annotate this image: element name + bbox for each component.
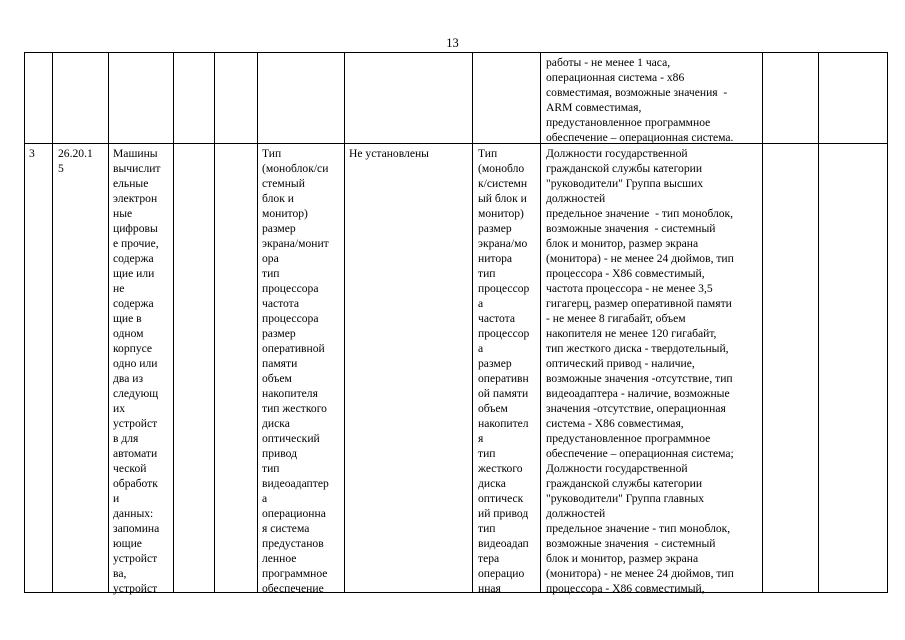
text-line: блок и	[262, 192, 294, 205]
text-line: оптический привод - наличие,	[546, 357, 695, 370]
text-line: процессор	[478, 327, 530, 340]
column-border	[108, 52, 109, 593]
column-border	[214, 52, 215, 593]
text-line: частота	[262, 297, 300, 310]
characteristic-values	[546, 146, 760, 596]
text-line: е прочие,	[113, 237, 159, 250]
text-line: предустанов	[262, 537, 324, 550]
column-border	[52, 52, 53, 593]
text-line: возможные значения - системный	[546, 222, 716, 235]
item-name	[113, 146, 171, 596]
text-line: накопителя не менее 120 гигабайт,	[546, 327, 717, 340]
text-line: операционная система - x86	[546, 71, 685, 84]
text-line: тип	[478, 447, 496, 460]
text-line: ва,	[113, 567, 127, 580]
text-line: обеспечение	[262, 582, 324, 595]
text-line: а	[478, 297, 484, 310]
text-line: объем	[478, 402, 508, 415]
text-line: должностей	[546, 192, 606, 205]
text-line: работы - не менее 1 часа,	[546, 56, 671, 69]
text-line: видеоадаптер	[262, 477, 329, 490]
text-line: (монитора) - не менее 24 дюймов, тип	[546, 252, 734, 265]
column-border	[762, 52, 763, 593]
text-line: совместимая, возможные значения -	[546, 86, 728, 99]
text-line: устройст	[113, 417, 158, 430]
text-line: программное	[262, 567, 328, 580]
text-line: (моноблок/си	[262, 162, 329, 175]
text-line: устройст	[113, 552, 158, 565]
text-line: Должности государственной	[546, 462, 688, 475]
text-line: размер	[262, 222, 296, 235]
continuation-values-cell	[546, 55, 760, 145]
text-line: должностей	[546, 507, 606, 520]
text-line: вычислит	[113, 162, 161, 175]
text-line: два из	[113, 372, 144, 385]
column-border	[173, 52, 174, 593]
column-border	[472, 52, 473, 593]
text-line: диска	[262, 417, 290, 430]
text-line: "руководители" Группа главных	[546, 492, 705, 505]
text-line: одно или	[113, 357, 158, 370]
text-line: - не менее 8 гигабайт, объем	[546, 312, 686, 325]
text-line: предельное значение - тип моноблок,	[546, 522, 731, 535]
text-line: а	[478, 342, 484, 355]
text-line: процессора - X86 совместимый,	[546, 582, 705, 595]
text-line: видеоадаптера - наличие, возможные	[546, 387, 730, 400]
text-line: нитора	[478, 252, 513, 265]
text-line: значения -отсутствие, операционная	[546, 402, 726, 415]
characteristics	[262, 146, 343, 596]
text-line: содержа	[113, 252, 154, 265]
text-line: блок и монитор, размер экрана	[546, 552, 699, 565]
text-line: 5	[58, 162, 64, 175]
text-line: обеспечение – операционная система;	[546, 447, 734, 460]
text-line: блок и монитор, размер экрана	[546, 237, 699, 250]
text-line: тип	[478, 522, 496, 535]
text-line: (монобло	[478, 162, 525, 175]
text-line: ора	[262, 252, 279, 265]
text-line: данных:	[113, 507, 154, 520]
text-line: гигагерц, размер оперативной памяти	[546, 297, 732, 310]
text-line: видеоадап	[478, 537, 529, 550]
text-line: операционна	[262, 507, 326, 520]
not-set-value: Не установлены	[349, 147, 429, 160]
text-line: следующ	[113, 387, 159, 400]
text-line: частота	[478, 312, 516, 325]
text-line: размер	[478, 357, 512, 370]
text-line: обработк	[113, 477, 158, 490]
text-line: предустановленное программное	[546, 116, 711, 129]
text-line: оптическ	[478, 492, 524, 505]
text-line: тип	[478, 267, 496, 280]
text-line: монитор)	[262, 207, 308, 220]
text-line: ные	[113, 207, 133, 220]
text-line: Машины	[113, 147, 158, 160]
text-line: предельное значение - тип моноблок,	[546, 207, 734, 220]
text-line: ющие	[113, 537, 142, 550]
text-line: памяти	[262, 357, 298, 370]
text-line: процессора	[262, 312, 319, 325]
text-line: процессора	[262, 282, 319, 295]
text-line: жесткого	[478, 462, 523, 475]
text-line: операцио	[478, 567, 525, 580]
text-line: оптический	[262, 432, 320, 445]
text-line: не	[113, 282, 125, 295]
text-line: размер	[262, 327, 296, 340]
text-line: к/системн	[478, 177, 528, 190]
text-line: Тип	[478, 147, 498, 160]
text-line: ой памяти	[478, 387, 529, 400]
column-border	[24, 52, 25, 593]
text-line: ий привод	[478, 507, 529, 520]
text-line: оперативн	[478, 372, 529, 385]
row-number: 3	[29, 147, 35, 160]
text-line: обеспечение – операционная система.	[546, 131, 734, 144]
text-line: гражданской службы категории	[546, 477, 703, 490]
page-number: 13	[446, 36, 459, 50]
text-line: диска	[478, 477, 506, 490]
column-border	[818, 52, 819, 593]
text-line: частота процессора - не менее 3,5	[546, 282, 713, 295]
text-line: размер	[478, 222, 512, 235]
text-line: содержа	[113, 297, 154, 310]
text-line: накопител	[478, 417, 529, 430]
text-line: я	[478, 432, 484, 445]
text-line: процессор	[478, 282, 530, 295]
table-top-border	[24, 52, 888, 53]
text-line: щие или	[113, 267, 155, 280]
text-line: система - X86 совместимая,	[546, 417, 684, 430]
text-line: нная	[478, 582, 501, 595]
text-line: щие в	[113, 312, 142, 325]
text-line: гражданской службы категории	[546, 162, 703, 175]
text-line: тип жесткого	[262, 402, 327, 415]
text-line: корпусе	[113, 342, 153, 355]
text-line: (монитора) - не менее 24 дюймов, тип	[546, 567, 734, 580]
text-line: а	[262, 492, 268, 505]
text-line: электрон	[113, 192, 158, 205]
text-line: и	[113, 492, 120, 505]
column-border	[257, 52, 258, 593]
text-line: процессора - X86 совместимый,	[546, 267, 705, 280]
text-line: предустановленное программное	[546, 432, 711, 445]
text-line: стемный	[262, 177, 305, 190]
text-line: экрана/мо	[478, 237, 528, 250]
text-line: одном	[113, 327, 144, 340]
text-line: в для	[113, 432, 139, 445]
text-line: накопителя	[262, 387, 318, 400]
text-line: возможные значения - системный	[546, 537, 716, 550]
text-line: привод	[262, 447, 297, 460]
text-line: ческой	[113, 462, 147, 475]
text-line: тип	[262, 462, 280, 475]
text-line: 26.20.1	[58, 147, 93, 160]
column-border	[344, 52, 345, 593]
text-line: ельные	[113, 177, 149, 190]
text-line: "руководители" Группа высших	[546, 177, 704, 190]
text-line: цифровы	[113, 222, 158, 235]
text-line: тера	[478, 552, 500, 565]
column-border	[540, 52, 541, 593]
text-line: я система	[262, 522, 310, 535]
text-line: их	[113, 402, 126, 415]
text-line: монитор)	[478, 207, 524, 220]
text-line: оперативной	[262, 342, 325, 355]
text-line: автомати	[113, 447, 158, 460]
text-line: Тип	[262, 147, 282, 160]
text-line: устройст	[113, 582, 158, 595]
text-line: ый блок и	[478, 192, 527, 205]
characteristics-2	[478, 146, 539, 596]
text-line: объем	[262, 372, 292, 385]
text-line: экрана/монит	[262, 237, 329, 250]
text-line: запомина	[113, 522, 160, 535]
text-line: тип жесткого диска - твердотельный,	[546, 342, 729, 355]
text-line: тип	[262, 267, 280, 280]
text-line: возможные значения -отсутствие, тип	[546, 372, 733, 385]
okpd-code	[58, 146, 106, 176]
text-line: ленное	[262, 552, 297, 565]
text-line: ARM совместимая,	[546, 101, 642, 114]
column-border	[887, 52, 888, 593]
text-line: Должности государственной	[546, 147, 688, 160]
